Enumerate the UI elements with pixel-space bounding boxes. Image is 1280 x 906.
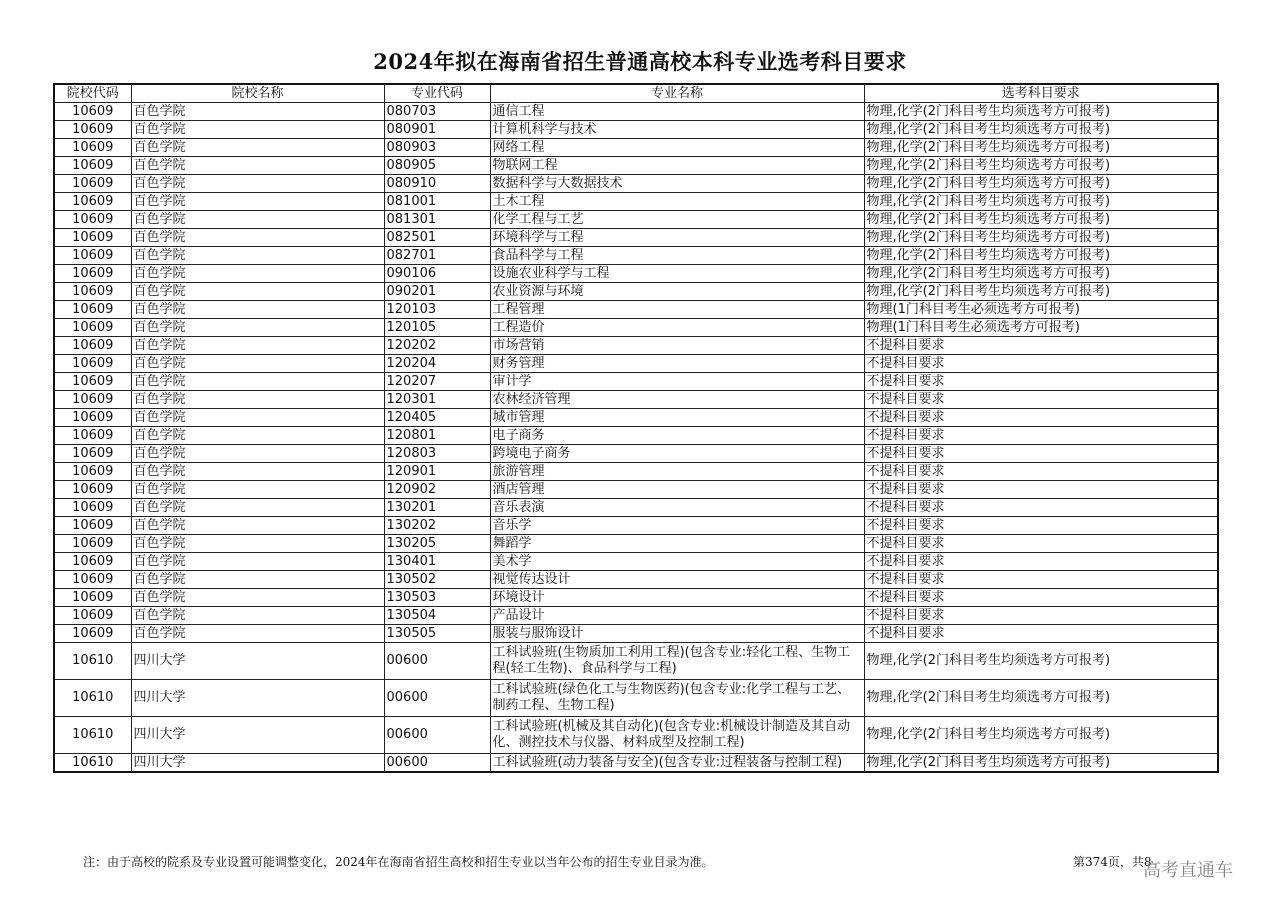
school-name-cell: 百色学院 <box>131 517 384 535</box>
requirement-cell: 不提科目要求 <box>864 391 1218 409</box>
school-name-cell: 百色学院 <box>131 499 384 517</box>
school-code-cell: 10609 <box>54 175 131 193</box>
table-row <box>54 301 1218 319</box>
table-row <box>54 445 1218 463</box>
major-name-cell: 环境科学与工程 <box>490 229 864 247</box>
table-row <box>54 355 1218 373</box>
footer-note: 注：由于高校的院系及专业设置可能调整变化，2024年在海南省招生高校和招生专业以当年公布的招生专业目录为准。 <box>83 855 714 869</box>
major-code-cell: 130202 <box>384 517 490 535</box>
school-name-cell: 百色学院 <box>131 427 384 445</box>
major-name-cell: 环境设计 <box>490 589 864 607</box>
table-row <box>54 517 1218 535</box>
school-code-cell: 10609 <box>54 499 131 517</box>
school-code-cell: 10609 <box>54 193 131 211</box>
major-name-cell: 城市管理 <box>490 409 864 427</box>
table-row <box>54 373 1218 391</box>
school-name-cell: 百色学院 <box>131 283 384 301</box>
major-name-cell: 设施农业科学与工程 <box>490 265 864 283</box>
table-row <box>54 121 1218 139</box>
major-code-cell: 080910 <box>384 175 490 193</box>
school-code-cell: 10609 <box>54 625 131 643</box>
table-row <box>54 589 1218 607</box>
school-name-cell: 百色学院 <box>131 337 384 355</box>
requirement-cell: 物理,化学(2门科目考生均须选考方可报考) <box>864 211 1218 229</box>
school-code-cell: 10609 <box>54 265 131 283</box>
requirement-cell: 物理,化学(2门科目考生均须选考方可报考) <box>864 193 1218 211</box>
school-code-cell: 10609 <box>54 535 131 553</box>
major-code-cell: 080703 <box>384 103 490 121</box>
table-row <box>54 535 1218 553</box>
header-major-code: 专业代码 <box>384 84 490 103</box>
school-name-cell: 百色学院 <box>131 121 384 139</box>
table-row <box>54 175 1218 193</box>
school-name-cell: 百色学院 <box>131 175 384 193</box>
school-code-cell: 10609 <box>54 247 131 265</box>
major-name-cell: 数据科学与大数据技术 <box>490 175 864 193</box>
school-name-cell: 百色学院 <box>131 265 384 283</box>
school-name-cell: 百色学院 <box>131 481 384 499</box>
school-code-cell: 10609 <box>54 211 131 229</box>
requirement-cell: 物理,化学(2门科目考生均须选考方可报考) <box>864 754 1218 773</box>
school-name-cell: 四川大学 <box>131 754 384 773</box>
table-row <box>54 717 1218 754</box>
requirement-cell: 不提科目要求 <box>864 427 1218 445</box>
requirement-cell: 不提科目要求 <box>864 517 1218 535</box>
school-name-cell: 百色学院 <box>131 589 384 607</box>
school-code-cell: 10609 <box>54 409 131 427</box>
table-row <box>54 337 1218 355</box>
major-code-cell: 130504 <box>384 607 490 625</box>
table-row <box>54 157 1218 175</box>
table-body <box>54 103 1218 773</box>
requirement-cell: 物理,化学(2门科目考生均须选考方可报考) <box>864 643 1218 680</box>
major-code-cell: 080903 <box>384 139 490 157</box>
school-name-cell: 百色学院 <box>131 463 384 481</box>
major-code-cell: 120803 <box>384 445 490 463</box>
school-name-cell: 四川大学 <box>131 680 384 717</box>
school-code-cell: 10610 <box>54 680 131 717</box>
major-name-cell: 舞蹈学 <box>490 535 864 553</box>
major-name-cell: 电子商务 <box>490 427 864 445</box>
major-name-cell: 农林经济管理 <box>490 391 864 409</box>
school-name-cell: 百色学院 <box>131 625 384 643</box>
major-name-cell: 酒店管理 <box>490 481 864 499</box>
major-code-cell: 130201 <box>384 499 490 517</box>
table-row <box>54 103 1218 121</box>
school-code-cell: 10609 <box>54 337 131 355</box>
table-row <box>54 754 1218 773</box>
school-code-cell: 10609 <box>54 373 131 391</box>
requirement-cell: 不提科目要求 <box>864 337 1218 355</box>
major-code-cell: 120202 <box>384 337 490 355</box>
requirement-cell: 不提科目要求 <box>864 625 1218 643</box>
major-code-cell: 130505 <box>384 625 490 643</box>
major-code-cell: 130503 <box>384 589 490 607</box>
major-code-cell: 120901 <box>384 463 490 481</box>
requirement-cell: 不提科目要求 <box>864 445 1218 463</box>
school-name-cell: 百色学院 <box>131 355 384 373</box>
requirement-cell: 不提科目要求 <box>864 499 1218 517</box>
major-code-cell: 080901 <box>384 121 490 139</box>
requirement-cell: 不提科目要求 <box>864 571 1218 589</box>
table-row <box>54 283 1218 301</box>
table-row <box>54 229 1218 247</box>
header-school-code: 院校代码 <box>54 84 131 103</box>
school-name-cell: 百色学院 <box>131 445 384 463</box>
major-name-cell: 审计学 <box>490 373 864 391</box>
table-row <box>54 211 1218 229</box>
requirement-cell: 不提科目要求 <box>864 409 1218 427</box>
major-code-cell: 00600 <box>384 643 490 680</box>
major-code-cell: 00600 <box>384 717 490 754</box>
major-code-cell: 120103 <box>384 301 490 319</box>
table-row <box>54 409 1218 427</box>
school-code-cell: 10609 <box>54 481 131 499</box>
table-row <box>54 247 1218 265</box>
school-code-cell: 10609 <box>54 319 131 337</box>
major-name-cell: 跨境电子商务 <box>490 445 864 463</box>
table-row <box>54 680 1218 717</box>
major-code-cell: 081001 <box>384 193 490 211</box>
school-name-cell: 四川大学 <box>131 643 384 680</box>
school-name-cell: 百色学院 <box>131 535 384 553</box>
page-number: 第374页，共8 <box>1073 855 1152 869</box>
requirement-cell: 物理,化学(2门科目考生均须选考方可报考) <box>864 157 1218 175</box>
school-name-cell: 百色学院 <box>131 211 384 229</box>
school-code-cell: 10609 <box>54 121 131 139</box>
table-row <box>54 553 1218 571</box>
table-row <box>54 139 1218 157</box>
requirement-cell: 物理(1门科目考生必须选考方可报考) <box>864 319 1218 337</box>
major-name-cell: 旅游管理 <box>490 463 864 481</box>
major-name-cell: 物联网工程 <box>490 157 864 175</box>
major-name-cell: 工科试验班(生物质加工利用工程)(包含专业:轻化工程、生物工程(轻工生物)、食品科学与工程) <box>490 643 864 680</box>
table-header-row <box>54 84 1218 103</box>
major-name-cell: 计算机科学与技术 <box>490 121 864 139</box>
major-code-cell: 082701 <box>384 247 490 265</box>
major-code-cell: 130205 <box>384 535 490 553</box>
school-name-cell: 百色学院 <box>131 571 384 589</box>
school-name-cell: 百色学院 <box>131 319 384 337</box>
major-code-cell: 120801 <box>384 427 490 445</box>
school-name-cell: 百色学院 <box>131 553 384 571</box>
major-code-cell: 130401 <box>384 553 490 571</box>
school-name-cell: 百色学院 <box>131 409 384 427</box>
requirement-cell: 不提科目要求 <box>864 535 1218 553</box>
requirement-cell: 物理(1门科目考生必须选考方可报考) <box>864 301 1218 319</box>
major-code-cell: 120207 <box>384 373 490 391</box>
school-code-cell: 10609 <box>54 139 131 157</box>
major-code-cell: 120105 <box>384 319 490 337</box>
table-row <box>54 391 1218 409</box>
major-name-cell: 通信工程 <box>490 103 864 121</box>
table-row <box>54 193 1218 211</box>
major-code-cell: 00600 <box>384 680 490 717</box>
school-name-cell: 四川大学 <box>131 717 384 754</box>
school-name-cell: 百色学院 <box>131 229 384 247</box>
requirement-cell: 不提科目要求 <box>864 355 1218 373</box>
major-name-cell: 工科试验班(动力装备与安全)(包含专业:过程装备与控制工程) <box>490 754 864 773</box>
requirement-cell: 物理,化学(2门科目考生均须选考方可报考) <box>864 283 1218 301</box>
school-name-cell: 百色学院 <box>131 139 384 157</box>
major-code-cell: 090201 <box>384 283 490 301</box>
school-code-cell: 10609 <box>54 571 131 589</box>
school-code-cell: 10610 <box>54 643 131 680</box>
major-name-cell: 食品科学与工程 <box>490 247 864 265</box>
requirement-cell: 物理,化学(2门科目考生均须选考方可报考) <box>864 121 1218 139</box>
school-name-cell: 百色学院 <box>131 103 384 121</box>
requirement-cell: 不提科目要求 <box>864 481 1218 499</box>
major-name-cell: 工程造价 <box>490 319 864 337</box>
watermark: 高考直通车 <box>1143 860 1233 881</box>
school-code-cell: 10609 <box>54 553 131 571</box>
major-name-cell: 工科试验班(机械及其自动化)(包含专业:机械设计制造及其自动化、测控技术与仪器、材料成型及控制工程) <box>490 717 864 754</box>
table-row <box>54 319 1218 337</box>
table-row <box>54 481 1218 499</box>
table-row <box>54 463 1218 481</box>
table-row <box>54 427 1218 445</box>
major-name-cell: 音乐学 <box>490 517 864 535</box>
school-code-cell: 10609 <box>54 517 131 535</box>
school-code-cell: 10609 <box>54 103 131 121</box>
header-major-name: 专业名称 <box>490 84 864 103</box>
school-name-cell: 百色学院 <box>131 607 384 625</box>
requirement-cell: 物理,化学(2门科目考生均须选考方可报考) <box>864 139 1218 157</box>
major-name-cell: 服装与服饰设计 <box>490 625 864 643</box>
school-code-cell: 10609 <box>54 427 131 445</box>
header-subject-requirement: 选考科目要求 <box>864 84 1218 103</box>
page-title: 2024年拟在海南省招生普通高校本科专业选考科目要求 <box>373 49 907 74</box>
major-code-cell: 00600 <box>384 754 490 773</box>
major-code-cell: 120405 <box>384 409 490 427</box>
major-name-cell: 视觉传达设计 <box>490 571 864 589</box>
requirement-cell: 不提科目要求 <box>864 607 1218 625</box>
school-code-cell: 10609 <box>54 607 131 625</box>
school-name-cell: 百色学院 <box>131 157 384 175</box>
school-code-cell: 10609 <box>54 355 131 373</box>
school-code-cell: 10609 <box>54 283 131 301</box>
table-row <box>54 499 1218 517</box>
major-code-cell: 082501 <box>384 229 490 247</box>
major-name-cell: 工科试验班(绿色化工与生物医药)(包含专业:化学工程与工艺、制药工程、生物工程) <box>490 680 864 717</box>
major-code-cell: 130502 <box>384 571 490 589</box>
school-code-cell: 10610 <box>54 717 131 754</box>
school-code-cell: 10609 <box>54 229 131 247</box>
subject-requirements-table <box>53 83 1219 773</box>
major-code-cell: 120204 <box>384 355 490 373</box>
major-code-cell: 081301 <box>384 211 490 229</box>
school-name-cell: 百色学院 <box>131 193 384 211</box>
major-name-cell: 土木工程 <box>490 193 864 211</box>
major-code-cell: 080905 <box>384 157 490 175</box>
school-code-cell: 10609 <box>54 301 131 319</box>
table-row <box>54 607 1218 625</box>
school-name-cell: 百色学院 <box>131 373 384 391</box>
school-name-cell: 百色学院 <box>131 247 384 265</box>
requirement-cell: 物理,化学(2门科目考生均须选考方可报考) <box>864 103 1218 121</box>
table-row <box>54 643 1218 680</box>
header-school-name: 院校名称 <box>131 84 384 103</box>
school-code-cell: 10609 <box>54 391 131 409</box>
requirement-cell: 不提科目要求 <box>864 589 1218 607</box>
major-code-cell: 120301 <box>384 391 490 409</box>
major-name-cell: 农业资源与环境 <box>490 283 864 301</box>
school-code-cell: 10609 <box>54 589 131 607</box>
requirement-cell: 物理,化学(2门科目考生均须选考方可报考) <box>864 229 1218 247</box>
major-name-cell: 音乐表演 <box>490 499 864 517</box>
major-name-cell: 化学工程与工艺 <box>490 211 864 229</box>
school-code-cell: 10610 <box>54 754 131 773</box>
major-name-cell: 美术学 <box>490 553 864 571</box>
requirement-cell: 物理,化学(2门科目考生均须选考方可报考) <box>864 265 1218 283</box>
major-name-cell: 工程管理 <box>490 301 864 319</box>
requirement-cell: 物理,化学(2门科目考生均须选考方可报考) <box>864 717 1218 754</box>
major-name-cell: 产品设计 <box>490 607 864 625</box>
requirement-cell: 物理,化学(2门科目考生均须选考方可报考) <box>864 680 1218 717</box>
requirement-cell: 不提科目要求 <box>864 553 1218 571</box>
requirement-cell: 不提科目要求 <box>864 373 1218 391</box>
school-code-cell: 10609 <box>54 445 131 463</box>
school-name-cell: 百色学院 <box>131 301 384 319</box>
table-row <box>54 625 1218 643</box>
major-code-cell: 120902 <box>384 481 490 499</box>
major-code-cell: 090106 <box>384 265 490 283</box>
school-code-cell: 10609 <box>54 157 131 175</box>
requirement-cell: 物理,化学(2门科目考生均须选考方可报考) <box>864 175 1218 193</box>
table-row <box>54 571 1218 589</box>
table-row <box>54 265 1218 283</box>
school-code-cell: 10609 <box>54 463 131 481</box>
school-name-cell: 百色学院 <box>131 391 384 409</box>
major-name-cell: 市场营销 <box>490 337 864 355</box>
requirement-cell: 不提科目要求 <box>864 463 1218 481</box>
major-name-cell: 财务管理 <box>490 355 864 373</box>
major-name-cell: 网络工程 <box>490 139 864 157</box>
requirement-cell: 物理,化学(2门科目考生均须选考方可报考) <box>864 247 1218 265</box>
